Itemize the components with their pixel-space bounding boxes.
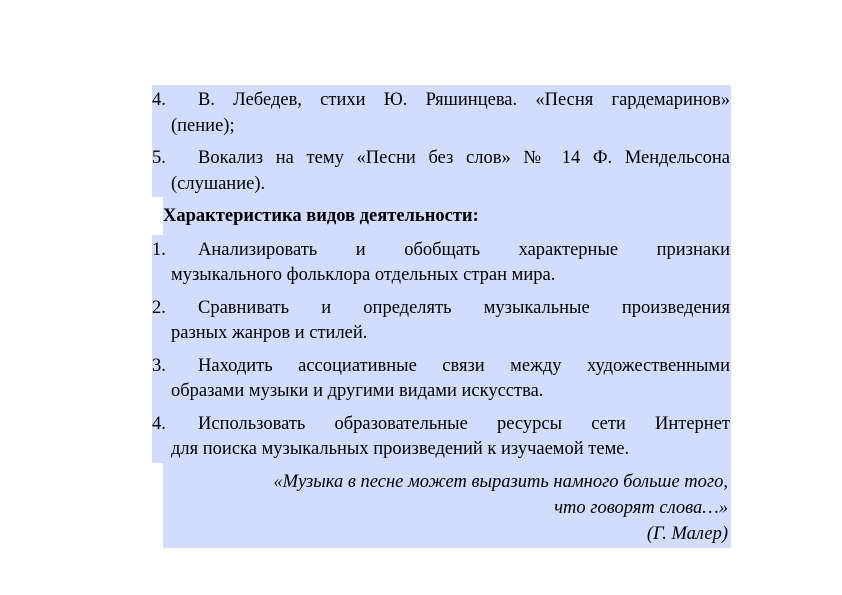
quote-line: «Музыка в песне может выразить намного больше того, <box>273 472 728 492</box>
list-item-continuation: образами музыки и другими видами искусства. <box>171 381 544 401</box>
list-item-continuation: (пение); <box>171 116 235 136</box>
list-number: 2. <box>152 298 166 318</box>
list-number: 5. <box>152 148 166 168</box>
list-item-line <box>152 238 730 262</box>
section-heading: Характеристика видов деятельности: <box>163 206 479 226</box>
list-item-text: В. Лебедев, стихи Ю. Ряшинцева. «Песня гардемаринов» <box>198 90 730 110</box>
list-item-continuation: для поиска музыкальных произведений к изучаемой теме. <box>171 439 630 459</box>
list-number: 1. <box>152 240 166 260</box>
list-item-line <box>152 354 730 378</box>
quote-line: что говорят слова…» <box>554 498 728 518</box>
list-item-text: Анализировать и обобщать характерные признаки <box>198 240 730 260</box>
list-item-line <box>152 412 730 436</box>
quote-author: (Г. Малер) <box>646 524 728 544</box>
list-item-continuation: музыкального фольклора отдельных стран мира. <box>171 265 556 285</box>
list-item-line <box>152 146 730 170</box>
list-item-text: Находить ассоциативные связи между художественными <box>198 356 730 376</box>
list-item-continuation: разных жанров и стилей. <box>171 323 368 343</box>
list-number: 3. <box>152 356 166 376</box>
list-item-continuation: (слушание). <box>171 174 266 194</box>
list-item-text: Вокализ на тему «Песни без слов» № 14 Ф. Мендельсона <box>198 148 730 168</box>
list-number: 4. <box>152 414 166 434</box>
list-item-line <box>152 296 730 320</box>
list-item-text: Сравнивать и определять музыкальные произведения <box>198 298 730 318</box>
list-item-text: Использовать образовательные ресурсы сети Интернет <box>198 414 730 434</box>
list-item-line <box>152 88 730 112</box>
list-number: 4. <box>152 90 166 110</box>
